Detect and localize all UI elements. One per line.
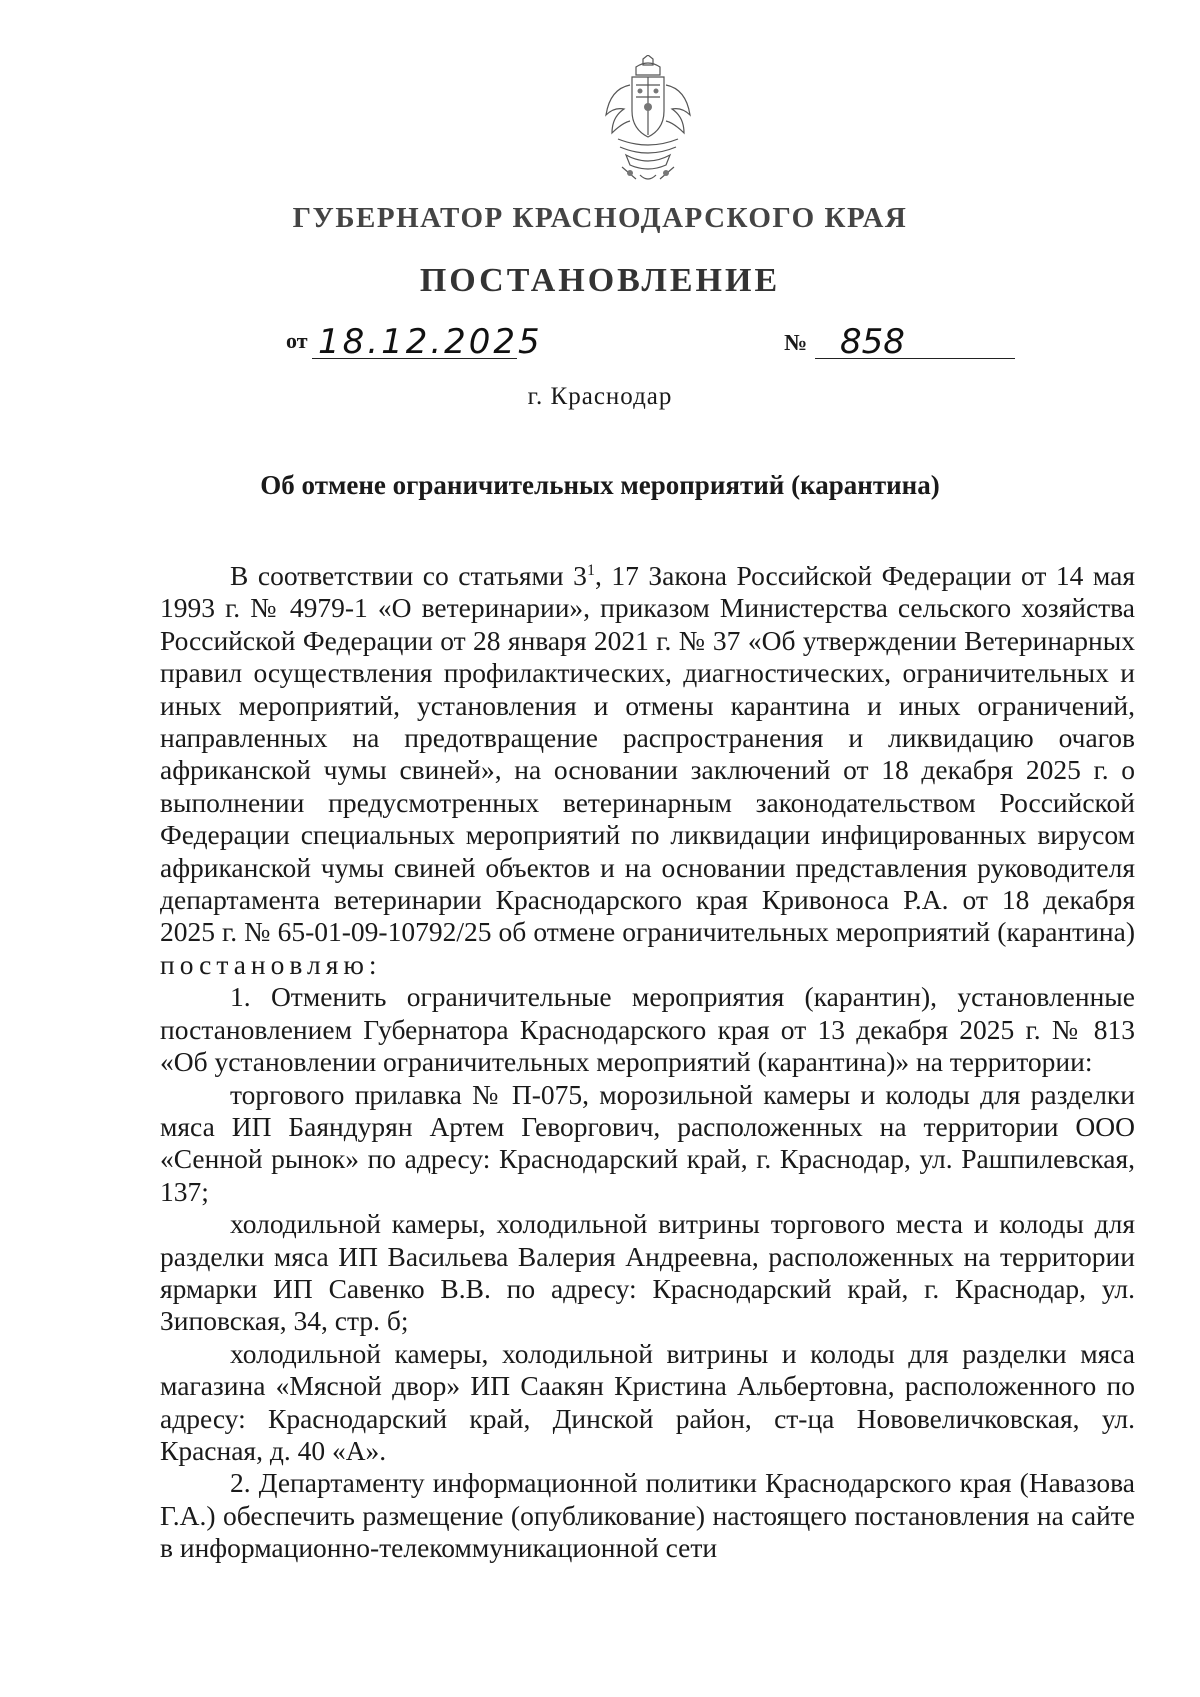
number-label: № — [784, 330, 808, 355]
paragraph-item-2: 2. Департаменту информационной политики Краснодарского края (Навазова Г.А.) обеспечить размещение (опубликование) настоящего постановления на сайте в информационно-телекоммуникационной сети — [160, 1467, 1135, 1564]
document-title: Об отмене ограничительных мероприятий (карантина) — [260, 470, 940, 500]
superscript: 1 — [586, 561, 595, 579]
number-handwritten: 858 — [840, 322, 905, 362]
date-label: от — [286, 328, 308, 353]
coat-of-arms-emblem — [596, 55, 700, 187]
date-handwritten: 18.12.2025 — [318, 322, 543, 362]
number-underline — [815, 358, 1015, 359]
paragraph-object-1: торгового прилавка № П-075, морозильной камеры и колоды для разделки мяса ИП Баяндурян Артем Геворгович, расположенных на территории ООО «Сенной рынок» по адресу: Краснодарский край, г. Краснодар, ул. Рашпилевская, 137; — [160, 1078, 1135, 1207]
document-body — [160, 560, 1135, 1565]
paragraph-preamble — [160, 560, 1135, 981]
paragraph-object-2: холодильной камеры, холодильной витрины торгового места и колоды для разделки мяса ИП Васильева Валерия Андреевна, расположенных на территории ярмарки ИП Савенко В.В. по адресу: Краснодарский край, г. Краснодар, ул. Зиповская, 34, стр. б; — [160, 1208, 1135, 1337]
document-type-heading: ПОСТАНОВЛЕНИЕ — [419, 262, 781, 299]
paragraph-object-3: холодильной камеры, холодильной витрины и колоды для разделки мяса магазина «Мясной двор» ИП Саакян Кристина Альбертовна, расположенного по адресу: Краснодарский край, Динской район, ст-ца Нововеличковская, ул. Красная, д. 40 «А». — [160, 1337, 1135, 1466]
preamble-text: , 17 Закона Российской Федерации от 14 мая 1993 г. № 4979-1 «О ветеринарии», приказом Министерства сельского хозяйства Российской Федерации от 28 января 2021 г. № 37 «Об утверждении Ветеринарных правил осуществления профилактических, диагностических, ограничительных и иных мероприятий, установления и отмены карантина и иных ограничений, направленных на предотвращение распространения и ликвидацию очагов африканской чумы свиней», на основании заключений от 18 декабря 2025 г. о выполнении предусмотренных ветеринарным законодательством Российской Федерации специальных мероприятий по ликвидации инфицированных вирусом африканской чумы свиней объектов и на основании представления руководителя департамента ветеринарии Краснодарского края Кривоноса Р.А. от 18 декабря 2025 г. № 65-01-09-10792/25 об отмене ограничительных мероприятий (карантина) — [160, 560, 1135, 948]
city-line: г. Краснодар — [527, 383, 673, 410]
preamble-text-start: В соответствии со статьями 3 — [230, 560, 587, 591]
date-underline — [312, 358, 517, 359]
authority-heading: ГУБЕРНАТОР КРАСНОДАРСКОГО КРАЯ — [292, 202, 908, 234]
paragraph-item-1: 1. Отменить ограничительные мероприятия (карантин), установленные постановлением Губернатора Краснодарского края от 13 декабря 2025 г. № 813 «Об установлении ограничительных мероприятий (карантина)» на территории: — [160, 981, 1135, 1078]
decree-word: постановляю: — [160, 948, 382, 980]
